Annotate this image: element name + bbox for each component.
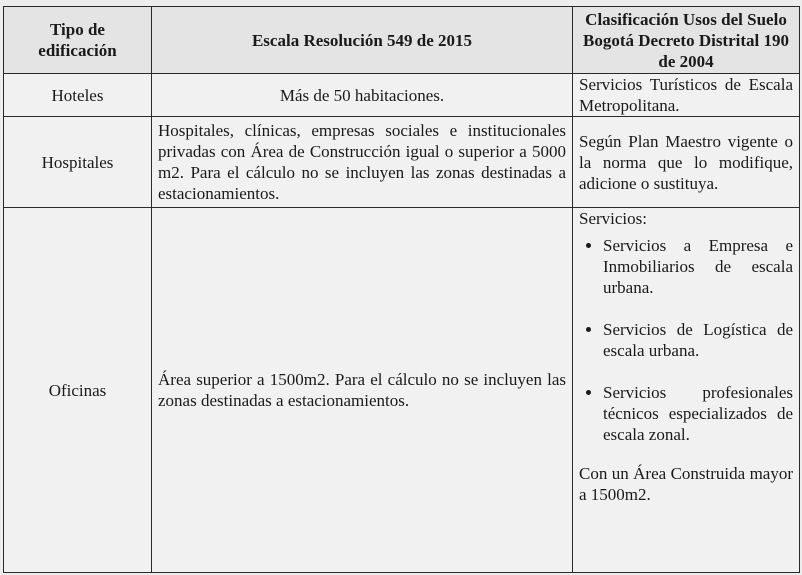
list-item: • Servicios de Logística de escala urbana. — [603, 319, 793, 361]
table-row-oficinas — [4, 208, 800, 573]
header-row — [4, 7, 800, 74]
table-row-hospitales — [4, 117, 800, 208]
header-tipo: Tipo de edificación — [4, 7, 152, 74]
clasificacion-outro: Con un Área Construida mayor a 1500m2. — [579, 464, 793, 504]
cell-tipo: Oficinas — [4, 208, 152, 573]
cell-tipo: Hospitales — [4, 117, 152, 208]
table-row-hoteles — [4, 74, 800, 117]
cell-escala: Área superior a 1500m2. Para el cálculo no se incluyen las zonas destinadas a estacionamientos. — [152, 208, 573, 573]
clasificacion-intro: Servicios: — [579, 209, 647, 228]
services-list — [579, 235, 793, 445]
header-clasificacion: Clasificación Usos del Suelo Bogotá Decreto Distrital 190 de 2004 — [573, 7, 800, 74]
regulation-table — [3, 6, 800, 573]
cell-escala: Hospitales, clínicas, empresas sociales e institucionales privadas con Área de Construcción igual o superior a 5000 m2. Para el cálculo no se incluyen las zonas destinadas a estacionamientos. — [152, 117, 573, 208]
list-item: • Servicios a Empresa e Inmobiliarios de escala urbana. — [603, 235, 793, 298]
cell-escala: Más de 50 habitaciones. — [152, 74, 573, 117]
cell-clasificacion: Según Plan Maestro vigente o la norma que lo modifique, adicione o sustituya. — [573, 117, 800, 208]
cell-clasificacion — [573, 208, 800, 573]
cell-tipo: Hoteles — [4, 74, 152, 117]
header-escala: Escala Resolución 549 de 2015 — [152, 7, 573, 74]
list-item: • Servicios profesionales técnicos especializados de escala zonal. — [603, 382, 793, 445]
cell-clasificacion: Servicios Turísticos de Escala Metropolitana. — [573, 74, 800, 117]
